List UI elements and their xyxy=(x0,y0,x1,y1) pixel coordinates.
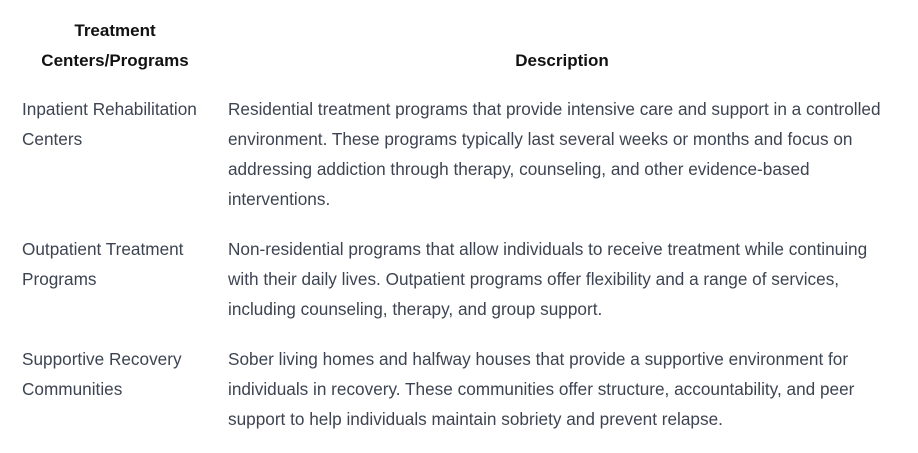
table-body xyxy=(12,90,906,450)
column-header-description: Description xyxy=(515,51,609,70)
program-name: Supportive Recovery Communities xyxy=(22,349,182,399)
column-header-programs: Treatment Centers/Programs xyxy=(41,21,189,70)
program-description: Sober living homes and halfway houses that provide a supportive environment for individuals in recovery. These communities offer structure, accountability, and peer support to help individuals maintain sobriety and prevent relapse. xyxy=(228,349,855,429)
table-header xyxy=(12,14,906,90)
treatment-programs-table xyxy=(12,14,906,450)
table-row xyxy=(12,230,906,340)
program-name: Inpatient Rehabilitation Centers xyxy=(22,99,197,149)
program-description: Residential treatment programs that provide intensive care and support in a controlled environment. These programs typically last several weeks or months and focus on addressing addiction through therapy, counseling, and other evidence-based interventions. xyxy=(228,99,881,209)
program-description: Non-residential programs that allow individuals to receive treatment while continuing with their daily lives. Outpatient programs offer flexibility and a range of services, including counseling, therapy, and group support. xyxy=(228,239,868,319)
header-row xyxy=(12,14,906,90)
program-name: Outpatient Treatment Programs xyxy=(22,239,184,289)
table-row xyxy=(12,90,906,230)
table-row xyxy=(12,340,906,450)
